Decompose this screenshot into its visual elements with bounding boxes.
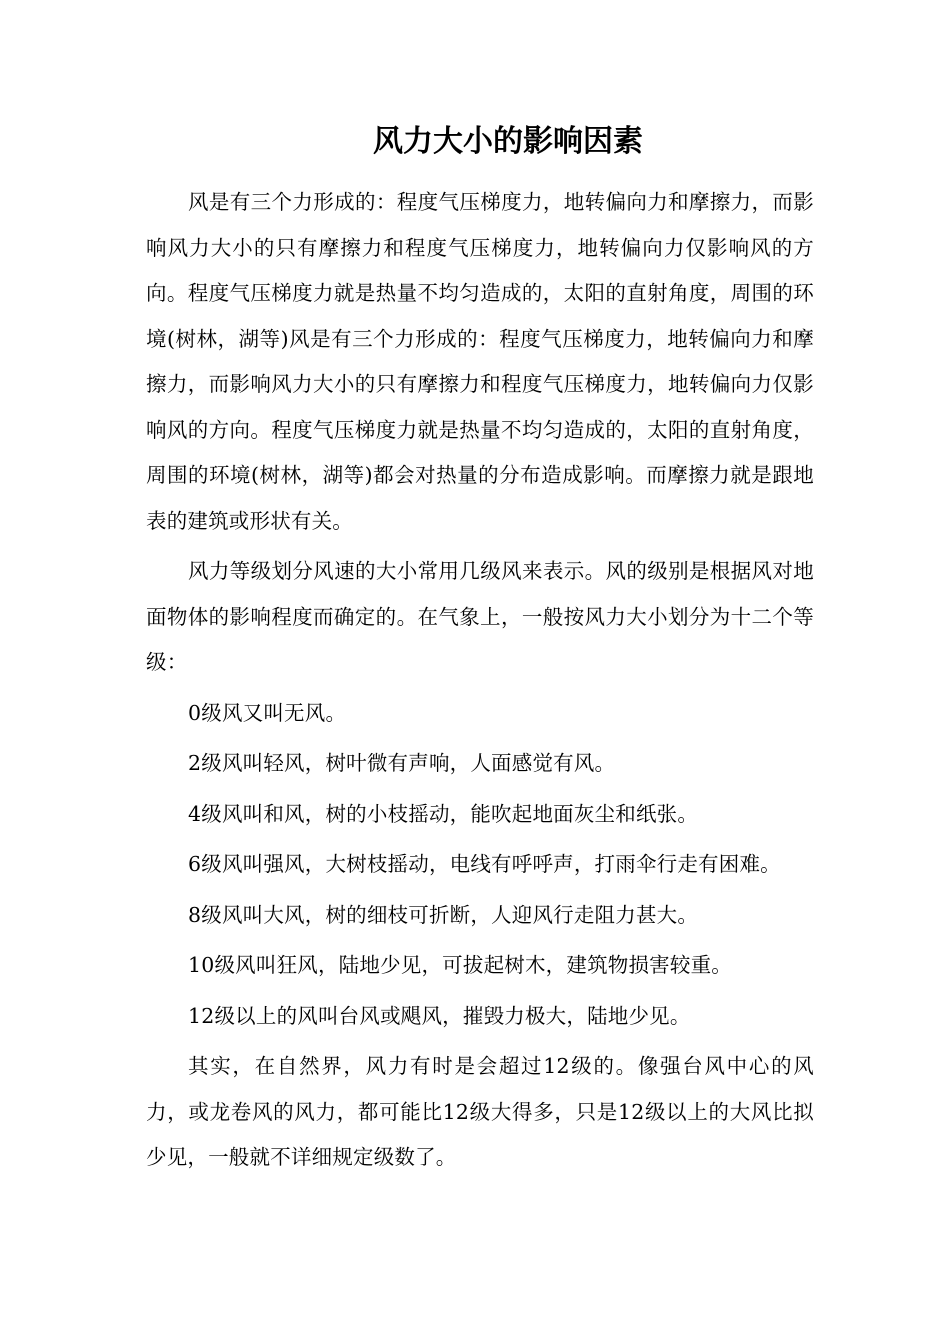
- paragraph-level-4: 4级风叫和风，树的小枝摇动，能吹起地面灰尘和纸张。: [188, 801, 699, 826]
- paragraph-wind-forces: 风是有三个力形成的：程度气压梯度力，地转偏向力和摩擦力，而影响风力大小的只有摩擦力和程度气压梯度力，地转偏向力仅影响风的方向。程度气压梯度力就是热量不均匀造成的，太阳的直射角度，周围的环境(树林，湖等)风是有三个力形成的：程度气压梯度力，地转偏向力和摩擦力，而影响风力大小的只有摩擦力和程度气压梯度力，地转偏向力仅影响风的方向。程度气压梯度力就是热量不均匀造成的，太阳的直射角度，周围的环境(树林，湖等)都会对热量的分布造成影响。而摩擦力就是跟地表的建筑或形状有关。: [146, 190, 814, 533]
- paragraph-level-8: 8级风叫大风，树的细枝可折断，人迎风行走阻力甚大。: [188, 902, 699, 927]
- paragraph-level-0: 0级风又叫无风。: [188, 700, 347, 725]
- document-body: [146, 180, 814, 1186]
- paragraph-level-2: 2级风叫轻风，树叶微有声响，人面感觉有风。: [188, 751, 616, 775]
- paragraph-level-6: 6级风叫强风，大树枝摇动，电线有呼呼声，打雨伞行走有困难。: [188, 852, 781, 876]
- paragraph-conclusion: 其实，在自然界，风力有时是会超过12级的。像强台风中心的风力，或龙卷风的风力，都可能比12级大得多，只是12级以上的大风比拟少见，一般就不详细规定级数了。: [146, 1054, 814, 1169]
- document-title: 风力大小的影响因素: [373, 124, 643, 159]
- paragraph-level-10: 10级风叫狂风，陆地少见，可拔起树木，建筑物损害较重。: [188, 953, 732, 977]
- paragraph-wind-levels-intro: 风力等级划分风速的大小常用几级风来表示。风的级别是根据风对地面物体的影响程度而确定的。在气象上，一般按风力大小划分为十二个等级：: [146, 559, 814, 674]
- paragraph-level-12: 12级以上的风叫台风或飓风，摧毁力极大，陆地少见。: [188, 1003, 691, 1028]
